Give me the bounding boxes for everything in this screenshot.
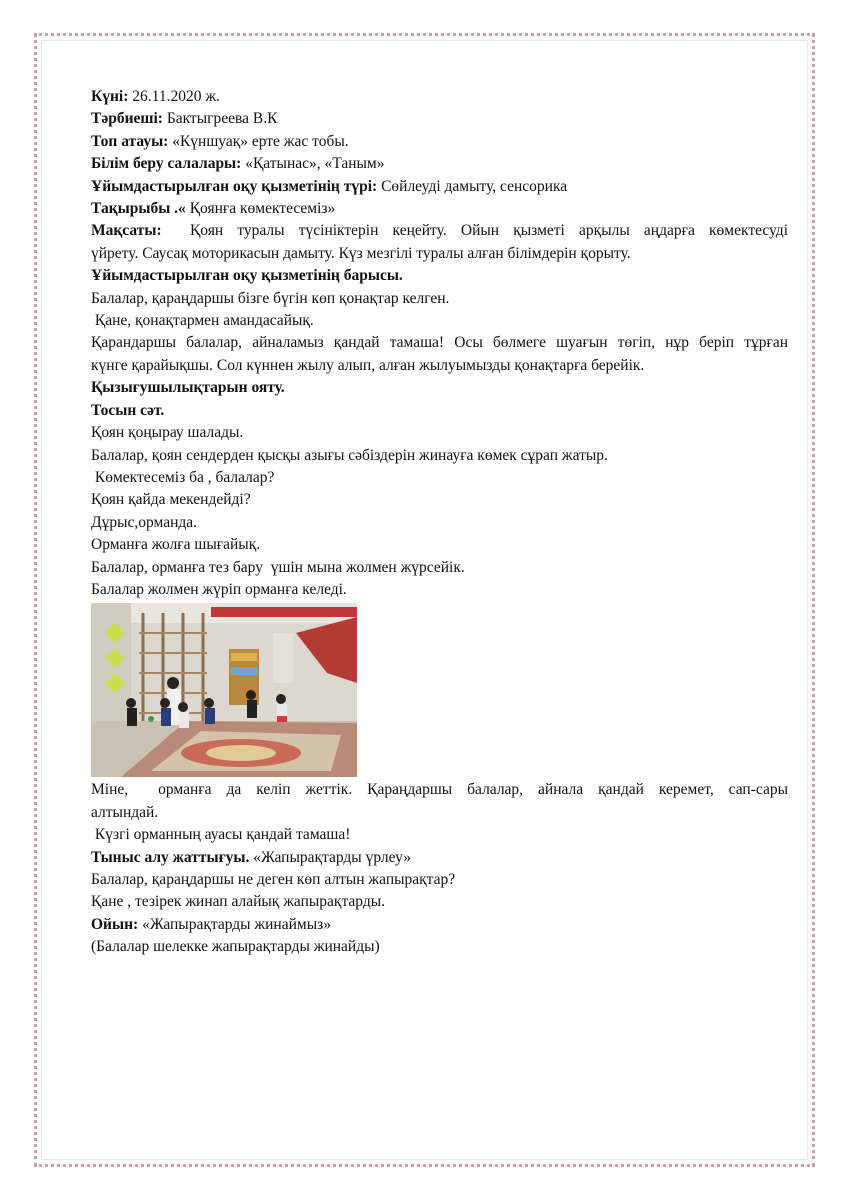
- after-line-1: Міне, орманға да келіп жеттік. Қараңдаршы балалар, айнала қандай керемет, сап-сары: [91, 781, 788, 799]
- areas-line: [91, 153, 788, 175]
- teacher-value: Бактыгреева В.К: [166, 110, 278, 128]
- activity-type-value: Сөйлеуді дамыту, сенсорика: [381, 177, 568, 195]
- surprise-line-8: Балалар жолмен жүріп орманға келеді.: [91, 580, 347, 598]
- activity-type-line: [91, 176, 788, 198]
- surprise-line-3: Көмектесеміз ба , балалар?: [91, 468, 275, 486]
- topic-label: Тақырыбы .«: [91, 200, 186, 218]
- progress-heading-text: Ұйымдастырылған оқу қызметінің барысы.: [91, 267, 403, 285]
- goal-text-1: Қоян туралы түсініктерін кеңейту. Ойын қызметі арқылы аңдарға көмектесуді: [189, 222, 788, 240]
- surprise-line-1: Қоян қоңырау шалады.: [91, 424, 244, 442]
- progress-heading: [91, 265, 788, 287]
- group-value: «Күншуақ» ерте жас тобы.: [172, 132, 349, 150]
- teacher-label: Тәрбиеші:: [91, 110, 163, 128]
- classroom-photo: [91, 603, 357, 777]
- after-line-2: алтындай.: [91, 803, 159, 821]
- topic-line: [91, 198, 788, 220]
- classroom-photo-illustration: [91, 603, 357, 777]
- group-line: [91, 131, 788, 153]
- goal-label: Мақсаты:: [91, 222, 162, 240]
- breathing-label: Тыныс алу жаттығуы.: [91, 848, 250, 866]
- game-note: (Балалар шелекке жапырақтарды жинайды): [91, 938, 380, 956]
- goal-line-2: үйрету. Саусақ моторикасын дамыту. Күз мезгілі туралы алған білімдерін қорыту.: [91, 244, 631, 262]
- game-label: Ойын:: [91, 915, 139, 933]
- areas-value: «Қатынас», «Таным»: [245, 155, 385, 173]
- paragraph-1: Балалар, қараңдаршы бізге бүгін көп қонақтар келген.: [91, 289, 450, 307]
- interest-heading: [91, 377, 788, 399]
- surprise-line-4: Қоян қайда мекендейді?: [91, 491, 251, 509]
- activity-type-label: Ұйымдастырылған оқу қызметінің түрі:: [91, 177, 378, 195]
- interest-heading-text: Қызығушылықтарын ояту.: [91, 379, 285, 397]
- areas-label: Білім беру салалары:: [91, 155, 242, 173]
- goal-line-1: [91, 220, 788, 242]
- lesson-plan-text: [91, 86, 788, 959]
- date-label: Күні:: [91, 88, 129, 105]
- topic-value: Қоянға көмектесеміз»: [189, 200, 336, 218]
- surprise-heading: [91, 400, 788, 422]
- paragraph-3-line-1: Қарандаршы балалар, айналамыз қандай тамаша! Осы бөлмеге шуағын төгіп, нұр беріп тұрған: [91, 334, 788, 352]
- breathing-line-2: Қане , тезірек жинап алайық жапырақтарды.: [91, 893, 386, 911]
- surprise-line-2: Балалар, қоян сендерден қысқы азығы сәбіздерін жинауға көмек сұрап жатыр.: [91, 446, 608, 464]
- after-line-3: Күзгі орманның ауасы қандай тамаша!: [91, 826, 351, 844]
- surprise-line-5: Дұрыс,орманда.: [91, 513, 198, 531]
- game-line: [91, 914, 788, 936]
- game-value: «Жапырақтарды жинаймыз»: [142, 915, 331, 933]
- surprise-line-6: Орманға жолға шығайық.: [91, 536, 261, 554]
- breathing-line-1: Балалар, қараңдаршы не деген көп алтын жапырақтар?: [91, 870, 456, 888]
- paragraph-2: Қане, қонақтармен амандасайық.: [91, 312, 314, 330]
- teacher-line: [91, 108, 788, 130]
- group-label: Топ атауы:: [91, 132, 169, 150]
- breathing-exercise-line: [91, 847, 788, 869]
- breathing-value: «Жапырақтарды үрлеу»: [253, 848, 412, 866]
- date-value: 26.11.2020 ж.: [132, 88, 220, 105]
- surprise-line-7: Балалар, орманға тез бару үшін мына жолмен жүрсейік.: [91, 558, 465, 576]
- paragraph-3-line-2: күнге қарайықшы. Сол күннен жылу алып, алған жылуымызды қонақтарға берейік.: [91, 356, 645, 374]
- surprise-heading-text: Тосын сәт.: [91, 401, 165, 419]
- date-line: [91, 86, 788, 108]
